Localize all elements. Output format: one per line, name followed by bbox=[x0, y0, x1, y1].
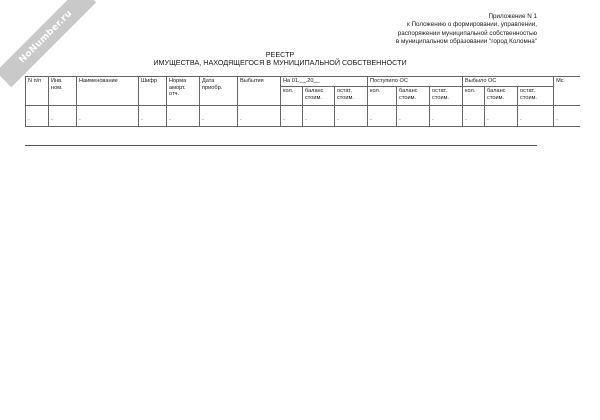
sub-header-balance: баланс стоим. bbox=[397, 87, 430, 106]
col-header-number: N п/п bbox=[26, 77, 49, 106]
sub-header-qty: кол. bbox=[281, 87, 303, 106]
appendix-line-1: Приложение N 1 bbox=[488, 13, 537, 20]
appendix-note bbox=[396, 13, 537, 46]
table-row bbox=[26, 106, 580, 117]
table-cell: - bbox=[49, 116, 77, 127]
table-cell: - bbox=[430, 116, 463, 127]
table-cell: - bbox=[238, 116, 281, 127]
table-cell: - bbox=[303, 116, 335, 127]
col-header-inventory: Инв. ном. bbox=[49, 77, 77, 106]
col-header-name: Наименование bbox=[77, 77, 139, 106]
sub-header-balance: баланс стоим. bbox=[485, 87, 518, 106]
table-cell: - bbox=[518, 116, 554, 127]
table-cell: - bbox=[335, 116, 368, 127]
watermark: NoNumber.ru bbox=[0, 0, 96, 87]
sub-header-qty: кол. bbox=[463, 87, 485, 106]
table-cell: - bbox=[200, 116, 238, 127]
appendix-line-2: к Положению о формировании, управлении, bbox=[406, 21, 537, 29]
group-header-last: Мс bbox=[554, 77, 580, 106]
group-header-received: Поступило ОС bbox=[368, 77, 463, 87]
sub-header-residual: остат. стоим. bbox=[430, 87, 463, 106]
table-cell: - bbox=[554, 116, 580, 127]
table-cell: - bbox=[397, 116, 430, 127]
group-header-on-date: На 01.__.20__ bbox=[281, 77, 368, 87]
col-header-acquired: Дата приобр. bbox=[200, 77, 238, 106]
table-cell: - bbox=[368, 116, 397, 127]
col-header-disposal: Выбытия bbox=[238, 77, 281, 106]
table-cell: - bbox=[463, 116, 485, 127]
table-cell: - bbox=[281, 116, 303, 127]
col-header-depreciation: Норма аморт. отч. bbox=[167, 77, 200, 106]
appendix-line-3: распоряжении муниципальной собственностью bbox=[397, 29, 537, 37]
table-cell: - bbox=[139, 116, 167, 127]
sub-header-residual: остат. стоим. bbox=[518, 87, 554, 106]
table-cell: - bbox=[167, 116, 200, 127]
registry-table bbox=[25, 76, 580, 127]
header-row-groups bbox=[26, 77, 580, 87]
document-title: РЕЕСТР bbox=[265, 50, 295, 59]
appendix-line-4: в муниципальном образовании "город Коломна" bbox=[395, 37, 537, 45]
col-header-code: Шифр bbox=[139, 77, 167, 106]
group-header-disposed: Выбыло ОС bbox=[463, 77, 554, 87]
table-cell: - bbox=[485, 116, 518, 127]
sub-header-qty: кол. bbox=[368, 87, 397, 106]
sub-header-balance: баланс стоим. bbox=[303, 87, 335, 106]
table-row bbox=[26, 116, 580, 127]
bottom-divider bbox=[25, 145, 537, 146]
document-subtitle: ИМУЩЕСТВА, НАХОДЯЩЕГОСЯ В МУНИЦИПАЛЬНОЙ СОБСТВЕННОСТИ bbox=[153, 58, 407, 67]
sub-header-residual: остат. стоим. bbox=[335, 87, 368, 106]
table-cell: - bbox=[26, 116, 49, 127]
table-cell: - bbox=[77, 116, 139, 127]
